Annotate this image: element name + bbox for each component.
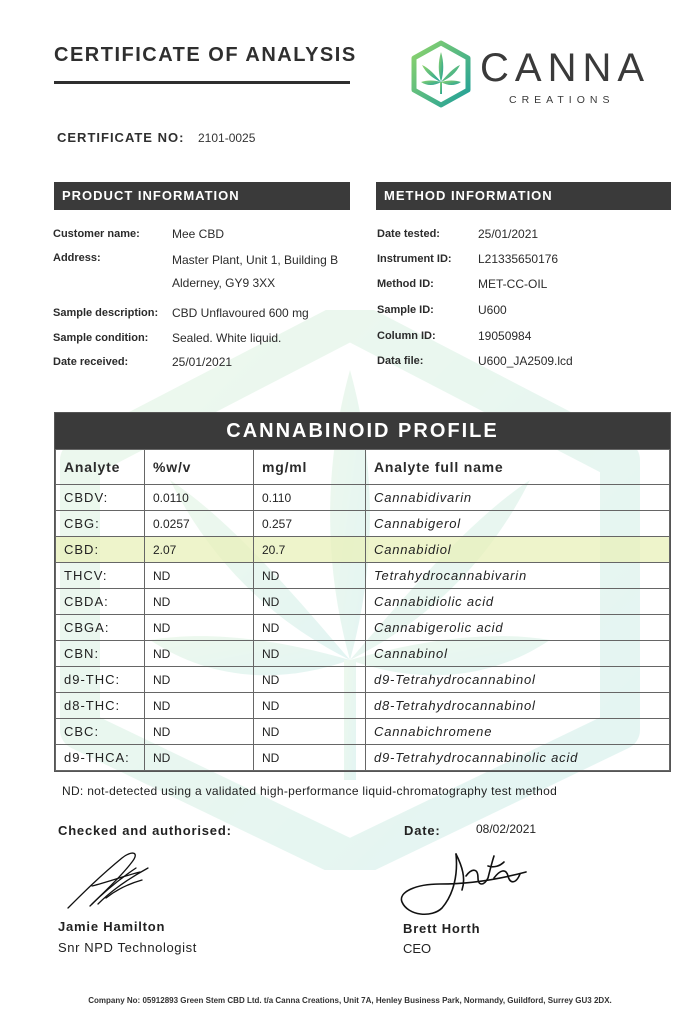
cannabinoid-profile-table xyxy=(54,412,671,772)
table-row xyxy=(56,485,670,511)
analyte-full-name: d9-Tetrahydrocannabinol xyxy=(366,667,670,693)
analyte-code: CBG: xyxy=(56,511,145,537)
sample-id-label: Sample ID: xyxy=(377,304,434,316)
signature-jamie-hamilton xyxy=(62,846,154,916)
percent-wv-value: ND xyxy=(145,641,254,667)
analyte-code: d9-THCA: xyxy=(56,745,145,771)
percent-wv-value: ND xyxy=(145,563,254,589)
product-information-heading: PRODUCT INFORMATION xyxy=(54,182,350,210)
mg-ml-value: ND xyxy=(254,589,366,615)
mg-ml-value: ND xyxy=(254,719,366,745)
signature-brett-horth xyxy=(396,844,532,920)
column-id: 19050984 xyxy=(478,329,532,343)
sample-condition-label: Sample condition: xyxy=(53,332,149,344)
analyte-code: CBDV: xyxy=(56,485,145,511)
date-tested-label: Date tested: xyxy=(377,228,440,240)
analyte-code: CBDA: xyxy=(56,589,145,615)
table-row xyxy=(56,563,670,589)
address-line-2: Alderney, GY9 3XX xyxy=(172,276,276,290)
analyte-full-name: Cannabigerolic acid xyxy=(366,615,670,641)
method-id: MET-CC-OIL xyxy=(478,277,548,291)
column-header-full-name: Analyte full name xyxy=(366,450,670,485)
method-information-heading: METHOD INFORMATION xyxy=(376,182,671,210)
percent-wv-value: ND xyxy=(145,667,254,693)
analyte-code: CBN: xyxy=(56,641,145,667)
customer-name-label: Customer name: xyxy=(53,228,140,240)
address-label: Address: xyxy=(53,252,101,264)
table-row xyxy=(56,719,670,745)
analyte-full-name: Cannabinol xyxy=(366,641,670,667)
cannabinoid-profile-title: CANNABINOID PROFILE xyxy=(55,413,670,449)
table-row-highlighted xyxy=(56,537,670,563)
mg-ml-value: 0.257 xyxy=(254,511,366,537)
column-header-mg-ml: mg/ml xyxy=(254,450,366,485)
analyte-full-name: Cannabidivarin xyxy=(366,485,670,511)
percent-wv-value: 0.0110 xyxy=(145,485,254,511)
analyte-full-name: d8-Tetrahydrocannabinol xyxy=(366,693,670,719)
percent-wv-value: 2.07 xyxy=(145,537,254,563)
table-row xyxy=(56,615,670,641)
analyte-code: d9-THC: xyxy=(56,667,145,693)
profile-grid xyxy=(55,449,670,771)
analyte-full-name: Cannabichromene xyxy=(366,719,670,745)
sample-description: CBD Unflavoured 600 mg xyxy=(172,306,309,320)
certificate-number-label: CERTIFICATE NO: xyxy=(57,130,185,145)
sample-id: U600 xyxy=(478,303,507,317)
column-header-analyte: Analyte xyxy=(56,450,145,485)
table-row xyxy=(56,693,670,719)
percent-wv-value: ND xyxy=(145,693,254,719)
percent-wv-value: ND xyxy=(145,615,254,641)
mg-ml-value: 0.110 xyxy=(254,485,366,511)
title-underline xyxy=(54,81,350,84)
customer-name: Mee CBD xyxy=(172,227,225,241)
percent-wv-value: ND xyxy=(145,745,254,771)
nd-footnote: ND: not-detected using a validated high-performance liquid-chromatography test method xyxy=(62,784,558,798)
data-file-label: Data file: xyxy=(377,355,424,367)
analyte-code: CBC: xyxy=(56,719,145,745)
signer-2-name: Brett Horth xyxy=(403,921,481,936)
data-file: U600_JA2509.lcd xyxy=(478,354,573,368)
instrument-id: L21335650176 xyxy=(478,252,559,266)
signer-2-role: CEO xyxy=(403,941,432,956)
analyte-code: CBGA: xyxy=(56,615,145,641)
analyte-full-name: Cannabidiolic acid xyxy=(366,589,670,615)
signoff-date: 08/02/2021 xyxy=(476,822,537,836)
percent-wv-value: ND xyxy=(145,719,254,745)
checked-authorised-label: Checked and authorised: xyxy=(58,823,232,838)
percent-wv-value: ND xyxy=(145,589,254,615)
signer-1-name: Jamie Hamilton xyxy=(58,919,166,934)
mg-ml-value: ND xyxy=(254,641,366,667)
date-tested: 25/01/2021 xyxy=(478,227,539,241)
mg-ml-value: 20.7 xyxy=(254,537,366,563)
brand-subtitle: CREATIONS xyxy=(509,94,615,106)
column-header-percent-wv: %w/v xyxy=(145,450,254,485)
mg-ml-value: ND xyxy=(254,693,366,719)
document-title: CERTIFICATE OF ANALYSIS xyxy=(54,44,357,66)
analyte-full-name: Tetrahydrocannabivarin xyxy=(366,563,670,589)
sample-condition: Sealed. White liquid. xyxy=(172,331,282,345)
percent-wv-value: 0.0257 xyxy=(145,511,254,537)
table-row xyxy=(56,667,670,693)
instrument-id-label: Instrument ID: xyxy=(377,253,452,265)
company-footer: Company No: 05912893 Green Stem CBD Ltd. t/a Canna Creations, Unit 7A, Henley Business Park, Normandy, Guildford, Surrey GU3 2DX. xyxy=(88,996,612,1005)
method-id-label: Method ID: xyxy=(377,278,434,290)
analyte-full-name: d9-Tetrahydrocannabinolic acid xyxy=(366,745,670,771)
address-line-1: Master Plant, Unit 1, Building B xyxy=(172,253,339,267)
signoff-date-label: Date: xyxy=(404,823,441,838)
sample-description-label: Sample description: xyxy=(53,307,159,319)
signer-1-role: Snr NPD Technologist xyxy=(58,940,197,955)
mg-ml-value: ND xyxy=(254,745,366,771)
table-row xyxy=(56,589,670,615)
analyte-full-name: Cannabigerol xyxy=(366,511,670,537)
table-header-row xyxy=(56,450,670,485)
canna-creations-logo-icon xyxy=(410,40,472,108)
analyte-code: CBD: xyxy=(56,537,145,563)
table-row xyxy=(56,511,670,537)
table-row xyxy=(56,745,670,771)
analyte-full-name: Cannabidiol xyxy=(366,537,670,563)
mg-ml-value: ND xyxy=(254,563,366,589)
mg-ml-value: ND xyxy=(254,615,366,641)
date-received: 25/01/2021 xyxy=(172,355,233,369)
mg-ml-value: ND xyxy=(254,667,366,693)
column-id-label: Column ID: xyxy=(377,330,436,342)
analyte-code: d8-THC: xyxy=(56,693,145,719)
certificate-number: 2101-0025 xyxy=(198,131,256,145)
brand-name: CANNA xyxy=(480,46,651,90)
date-received-label: Date received: xyxy=(53,356,129,368)
table-row xyxy=(56,641,670,667)
analyte-code: THCV: xyxy=(56,563,145,589)
